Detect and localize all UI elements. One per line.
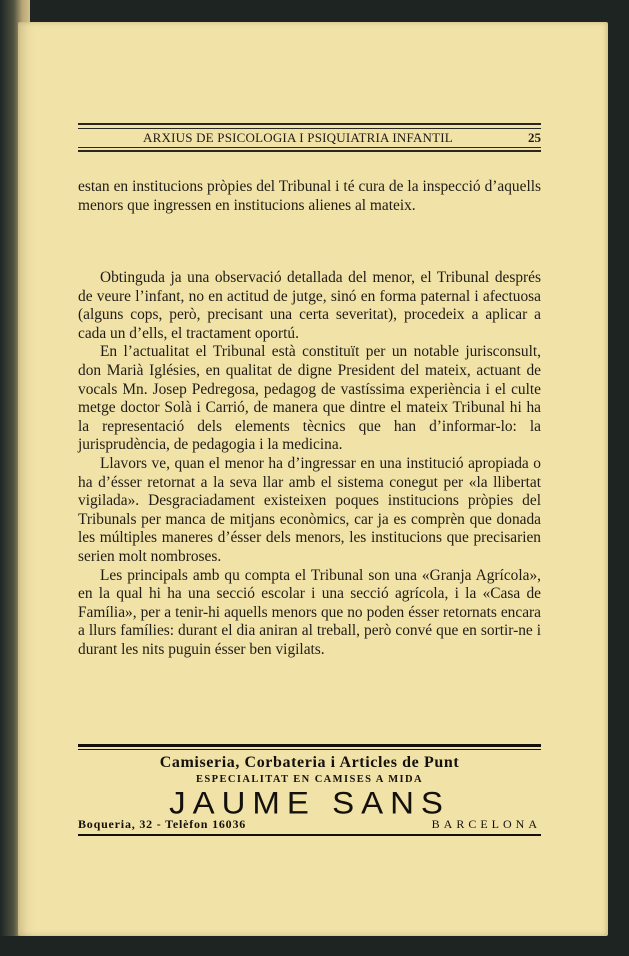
header-rule (78, 147, 541, 148)
advertisement (78, 744, 541, 844)
paragraph: En l’actualitat el Tribunal està constituït per un notable jurisconsult, don Marià Iglésies, en qualitat de digne President del mateix, actuant de vocals Mn. Josep Pedregosa, pedagog de vastíssima experiència i el culte metge doctor Solà i Carrió, de manera que dintre el mateix Tribunal hi ha la representació dels elements tècnics que han d’informar-lo: la jurisprudència, de pedagogia i la medicina. (78, 343, 541, 454)
ad-tagline: Camiseria, Corbateria i Articles de Punt (159, 754, 460, 771)
ad-specialty: ESPECIALITAT EN CAMISES A MIDA (196, 774, 423, 785)
header-rule (78, 150, 541, 152)
header-rule (78, 123, 541, 125)
paragraph: Les principals amb qu compta el Tribunal son una «Granja Agrícola», en la qual hi ha una secció escolar i una secció agrícola, i la «Casa de Família», per a tenir-hi aquells menors que no poden ésser retornats encara a llurs famílies: durant el dia aniran al treball, però convé que en sortir-ne i durant les nits puguin ésser ben vigilats. (78, 566, 541, 658)
ad-rule (78, 749, 541, 750)
ad-address: Boqueria, 32 - Telèfon 16036 (78, 817, 247, 831)
ad-city: BARCELONA (431, 817, 541, 831)
paragraph: Obtinguda ja una observació detallada del menor, el Tribunal després de veure l’infant, no en actitud de jutge, sinó en forma paternal i afectuosa (alguns cops, però, precisant una certa severitat), procedeix a aplicar a cada un d’ells, el tractament oportú. (78, 269, 541, 342)
ad-business-name: JAUME SANS (169, 784, 450, 821)
running-head: ARXIUS DE PSICOLOGIA I PSIQUIATRIA INFANTIL (143, 130, 453, 145)
ad-rule (78, 744, 541, 747)
ad-rule (78, 834, 541, 836)
scan-background (0, 936, 629, 956)
paragraph: estan en institucions pròpies del Tribunal i té cura de la inspecció d’aquells menors que ingressen en institucions alienes al mateix. (78, 178, 541, 214)
paragraph: Llavors ve, quan el menor ha d’ingressar en una institució apropiada o ha d’ésser retornat a la seva llar amb el sistema conegut per «la llibertat vigilada». Desgraciadament existeixen poques institucions pròpies del Tribunals per manca de mitjans econòmics, car ja es comprèn que donada les múltiples maneres d’ésser dels menors, les institucions que precisarien serien molt nombroses. (78, 454, 541, 565)
page-number: 25 (528, 130, 541, 145)
body-text-top (78, 178, 541, 215)
body-text-main (78, 269, 541, 659)
